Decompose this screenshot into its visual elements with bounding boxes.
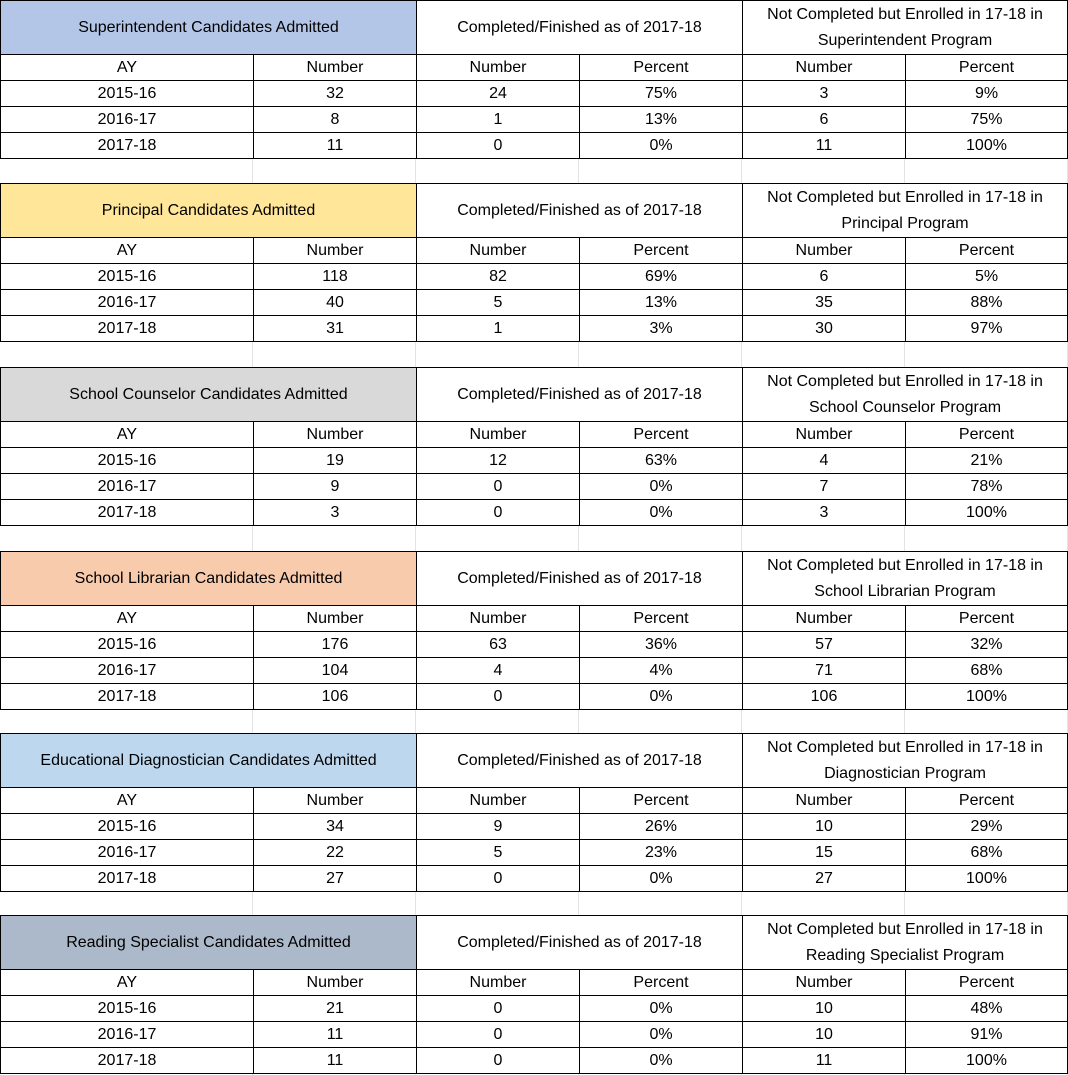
admitted-number-cell: 22 [253, 839, 417, 866]
enrolled-number-cell: 106 [742, 683, 906, 710]
enrolled-percent-cell: 100% [905, 132, 1068, 159]
completed-number-cell: 82 [416, 263, 580, 290]
ay-cell: 2017-18 [0, 1047, 254, 1074]
empty-gridcell [416, 526, 579, 551]
completed-number-cell: 5 [416, 839, 580, 866]
empty-gridcell [742, 892, 905, 915]
admitted-number-cell: 9 [253, 473, 417, 500]
completed-number-cell: 0 [416, 865, 580, 892]
empty-gridcell [905, 892, 1068, 915]
enrolled-percent-cell: 21% [905, 447, 1068, 474]
completed-number-cell: 24 [416, 80, 580, 107]
enrolled-percent-cell: 97% [905, 315, 1068, 342]
column-header-completed-percent: Percent [579, 969, 743, 996]
admitted-number-cell: 27 [253, 865, 417, 892]
column-header-completed-number: Number [416, 54, 580, 81]
completed-header: Completed/Finished as of 2017-18 [416, 0, 743, 55]
admitted-number-cell: 11 [253, 132, 417, 159]
completed-number-cell: 5 [416, 289, 580, 316]
completed-percent-cell: 0% [579, 473, 743, 500]
column-header-enrolled-number: Number [742, 787, 906, 814]
enrolled-number-cell: 10 [742, 995, 906, 1022]
empty-gridcell [0, 892, 253, 915]
empty-gridcell [253, 342, 416, 367]
ay-cell: 2015-16 [0, 995, 254, 1022]
ay-cell: 2015-16 [0, 80, 254, 107]
ay-cell: 2015-16 [0, 813, 254, 840]
enrolled-number-cell: 7 [742, 473, 906, 500]
enrolled-number-cell: 15 [742, 839, 906, 866]
column-header-completed-number: Number [416, 969, 580, 996]
ay-cell: 2017-18 [0, 315, 254, 342]
completed-percent-cell: 0% [579, 865, 743, 892]
ay-cell: 2017-18 [0, 865, 254, 892]
empty-gridcell [579, 159, 742, 183]
column-header-completed-number: Number [416, 605, 580, 632]
completed-header: Completed/Finished as of 2017-18 [416, 733, 743, 788]
column-header-completed-percent: Percent [579, 421, 743, 448]
completed-percent-cell: 23% [579, 839, 743, 866]
enrolled-number-cell: 6 [742, 263, 906, 290]
admitted-number-cell: 118 [253, 263, 417, 290]
empty-gridcell [253, 892, 416, 915]
empty-gridcell [742, 526, 905, 551]
column-header-completed-percent: Percent [579, 605, 743, 632]
admitted-number-cell: 104 [253, 657, 417, 684]
enrolled-number-cell: 57 [742, 631, 906, 658]
enrolled-percent-cell: 32% [905, 631, 1068, 658]
enrolled-percent-cell: 78% [905, 473, 1068, 500]
column-header-enrolled-number: Number [742, 421, 906, 448]
empty-gridcell [416, 892, 579, 915]
empty-gridcell [579, 342, 742, 367]
column-header-enrolled-percent: Percent [905, 54, 1068, 81]
empty-gridcell [416, 159, 579, 183]
completed-percent-cell: 0% [579, 683, 743, 710]
column-header-enrolled-percent: Percent [905, 421, 1068, 448]
column-header-completed-number: Number [416, 237, 580, 264]
ay-cell: 2016-17 [0, 473, 254, 500]
empty-gridcell [0, 342, 253, 367]
column-header-enrolled-number: Number [742, 237, 906, 264]
empty-gridcell [905, 342, 1068, 367]
empty-gridcell [905, 526, 1068, 551]
enrolled-percent-cell: 100% [905, 683, 1068, 710]
enrolled-number-cell: 11 [742, 1047, 906, 1074]
column-header-admitted-number: Number [253, 237, 417, 264]
empty-gridcell [742, 159, 905, 183]
not-completed-header: Not Completed but Enrolled in 17-18 in School Counselor Program [742, 367, 1068, 422]
admitted-number-cell: 11 [253, 1047, 417, 1074]
empty-gridcell [0, 526, 253, 551]
admitted-number-cell: 8 [253, 106, 417, 133]
completed-number-cell: 0 [416, 995, 580, 1022]
ay-cell: 2015-16 [0, 263, 254, 290]
completed-percent-cell: 13% [579, 106, 743, 133]
column-header-enrolled-number: Number [742, 969, 906, 996]
enrolled-number-cell: 27 [742, 865, 906, 892]
ay-cell: 2016-17 [0, 106, 254, 133]
column-header-ay: AY [0, 54, 254, 81]
enrolled-number-cell: 35 [742, 289, 906, 316]
empty-gridcell [0, 159, 253, 183]
column-header-enrolled-percent: Percent [905, 237, 1068, 264]
empty-gridcell [579, 710, 742, 733]
empty-gridcell [416, 710, 579, 733]
completed-number-cell: 0 [416, 473, 580, 500]
column-header-admitted-number: Number [253, 54, 417, 81]
ay-cell: 2017-18 [0, 132, 254, 159]
empty-gridcell [579, 892, 742, 915]
ay-cell: 2016-17 [0, 289, 254, 316]
enrolled-number-cell: 71 [742, 657, 906, 684]
not-completed-header: Not Completed but Enrolled in 17-18 in Principal Program [742, 183, 1068, 238]
ay-cell: 2015-16 [0, 631, 254, 658]
column-header-ay: AY [0, 421, 254, 448]
column-header-ay: AY [0, 237, 254, 264]
empty-gridcell [253, 710, 416, 733]
completed-number-cell: 0 [416, 132, 580, 159]
completed-number-cell: 63 [416, 631, 580, 658]
completed-percent-cell: 63% [579, 447, 743, 474]
completed-number-cell: 9 [416, 813, 580, 840]
completed-percent-cell: 13% [579, 289, 743, 316]
admitted-number-cell: 176 [253, 631, 417, 658]
completed-number-cell: 0 [416, 1047, 580, 1074]
enrolled-number-cell: 30 [742, 315, 906, 342]
empty-gridcell [905, 159, 1068, 183]
enrolled-number-cell: 10 [742, 1021, 906, 1048]
section-title: Principal Candidates Admitted [0, 183, 417, 238]
enrolled-number-cell: 11 [742, 132, 906, 159]
admitted-number-cell: 31 [253, 315, 417, 342]
completed-header: Completed/Finished as of 2017-18 [416, 551, 743, 606]
ay-cell: 2016-17 [0, 657, 254, 684]
completed-percent-cell: 0% [579, 995, 743, 1022]
column-header-completed-number: Number [416, 787, 580, 814]
admitted-number-cell: 34 [253, 813, 417, 840]
column-header-enrolled-number: Number [742, 54, 906, 81]
section-title: Superintendent Candidates Admitted [0, 0, 417, 55]
not-completed-header: Not Completed but Enrolled in 17-18 in Reading Specialist Program [742, 915, 1068, 970]
ay-cell: 2017-18 [0, 683, 254, 710]
column-header-admitted-number: Number [253, 969, 417, 996]
enrolled-percent-cell: 68% [905, 839, 1068, 866]
enrolled-percent-cell: 29% [905, 813, 1068, 840]
column-header-enrolled-percent: Percent [905, 787, 1068, 814]
empty-gridcell [0, 710, 253, 733]
enrolled-percent-cell: 100% [905, 499, 1068, 526]
column-header-completed-percent: Percent [579, 237, 743, 264]
column-header-completed-percent: Percent [579, 54, 743, 81]
column-header-admitted-number: Number [253, 787, 417, 814]
completed-number-cell: 0 [416, 683, 580, 710]
not-completed-header: Not Completed but Enrolled in 17-18 in Diagnostician Program [742, 733, 1068, 788]
section-title: School Librarian Candidates Admitted [0, 551, 417, 606]
completed-percent-cell: 0% [579, 1021, 743, 1048]
section-title: Reading Specialist Candidates Admitted [0, 915, 417, 970]
enrolled-percent-cell: 91% [905, 1021, 1068, 1048]
admitted-number-cell: 21 [253, 995, 417, 1022]
column-header-enrolled-percent: Percent [905, 605, 1068, 632]
completed-number-cell: 1 [416, 315, 580, 342]
empty-gridcell [416, 342, 579, 367]
admitted-number-cell: 11 [253, 1021, 417, 1048]
ay-cell: 2017-18 [0, 499, 254, 526]
empty-gridcell [905, 710, 1068, 733]
completed-percent-cell: 3% [579, 315, 743, 342]
enrolled-percent-cell: 100% [905, 1047, 1068, 1074]
enrolled-number-cell: 10 [742, 813, 906, 840]
not-completed-header: Not Completed but Enrolled in 17-18 in School Librarian Program [742, 551, 1068, 606]
completed-number-cell: 4 [416, 657, 580, 684]
ay-cell: 2015-16 [0, 447, 254, 474]
completed-header: Completed/Finished as of 2017-18 [416, 183, 743, 238]
enrolled-number-cell: 4 [742, 447, 906, 474]
section-title: Educational Diagnostician Candidates Admitted [0, 733, 417, 788]
completed-number-cell: 12 [416, 447, 580, 474]
enrolled-number-cell: 3 [742, 499, 906, 526]
completed-percent-cell: 4% [579, 657, 743, 684]
completed-percent-cell: 0% [579, 499, 743, 526]
column-header-ay: AY [0, 969, 254, 996]
section-title: School Counselor Candidates Admitted [0, 367, 417, 422]
completed-percent-cell: 0% [579, 1047, 743, 1074]
not-completed-header: Not Completed but Enrolled in 17-18 in Superintendent Program [742, 0, 1068, 55]
column-header-enrolled-number: Number [742, 605, 906, 632]
completed-header: Completed/Finished as of 2017-18 [416, 367, 743, 422]
enrolled-number-cell: 3 [742, 80, 906, 107]
enrolled-percent-cell: 5% [905, 263, 1068, 290]
enrolled-number-cell: 6 [742, 106, 906, 133]
completed-header: Completed/Finished as of 2017-18 [416, 915, 743, 970]
column-header-enrolled-percent: Percent [905, 969, 1068, 996]
empty-gridcell [253, 526, 416, 551]
ay-cell: 2016-17 [0, 1021, 254, 1048]
column-header-ay: AY [0, 605, 254, 632]
completed-number-cell: 1 [416, 106, 580, 133]
admitted-number-cell: 106 [253, 683, 417, 710]
completed-percent-cell: 75% [579, 80, 743, 107]
empty-gridcell [742, 342, 905, 367]
column-header-completed-percent: Percent [579, 787, 743, 814]
empty-gridcell [742, 710, 905, 733]
ay-cell: 2016-17 [0, 839, 254, 866]
admitted-number-cell: 32 [253, 80, 417, 107]
column-header-admitted-number: Number [253, 605, 417, 632]
empty-gridcell [253, 159, 416, 183]
admitted-number-cell: 3 [253, 499, 417, 526]
enrolled-percent-cell: 75% [905, 106, 1068, 133]
completed-number-cell: 0 [416, 1021, 580, 1048]
admitted-number-cell: 40 [253, 289, 417, 316]
enrolled-percent-cell: 68% [905, 657, 1068, 684]
empty-gridcell [579, 526, 742, 551]
completed-number-cell: 0 [416, 499, 580, 526]
column-header-admitted-number: Number [253, 421, 417, 448]
enrolled-percent-cell: 100% [905, 865, 1068, 892]
column-header-completed-number: Number [416, 421, 580, 448]
completed-percent-cell: 26% [579, 813, 743, 840]
column-header-ay: AY [0, 787, 254, 814]
enrolled-percent-cell: 9% [905, 80, 1068, 107]
enrolled-percent-cell: 88% [905, 289, 1068, 316]
completed-percent-cell: 69% [579, 263, 743, 290]
completed-percent-cell: 36% [579, 631, 743, 658]
enrolled-percent-cell: 48% [905, 995, 1068, 1022]
completed-percent-cell: 0% [579, 132, 743, 159]
admitted-number-cell: 19 [253, 447, 417, 474]
